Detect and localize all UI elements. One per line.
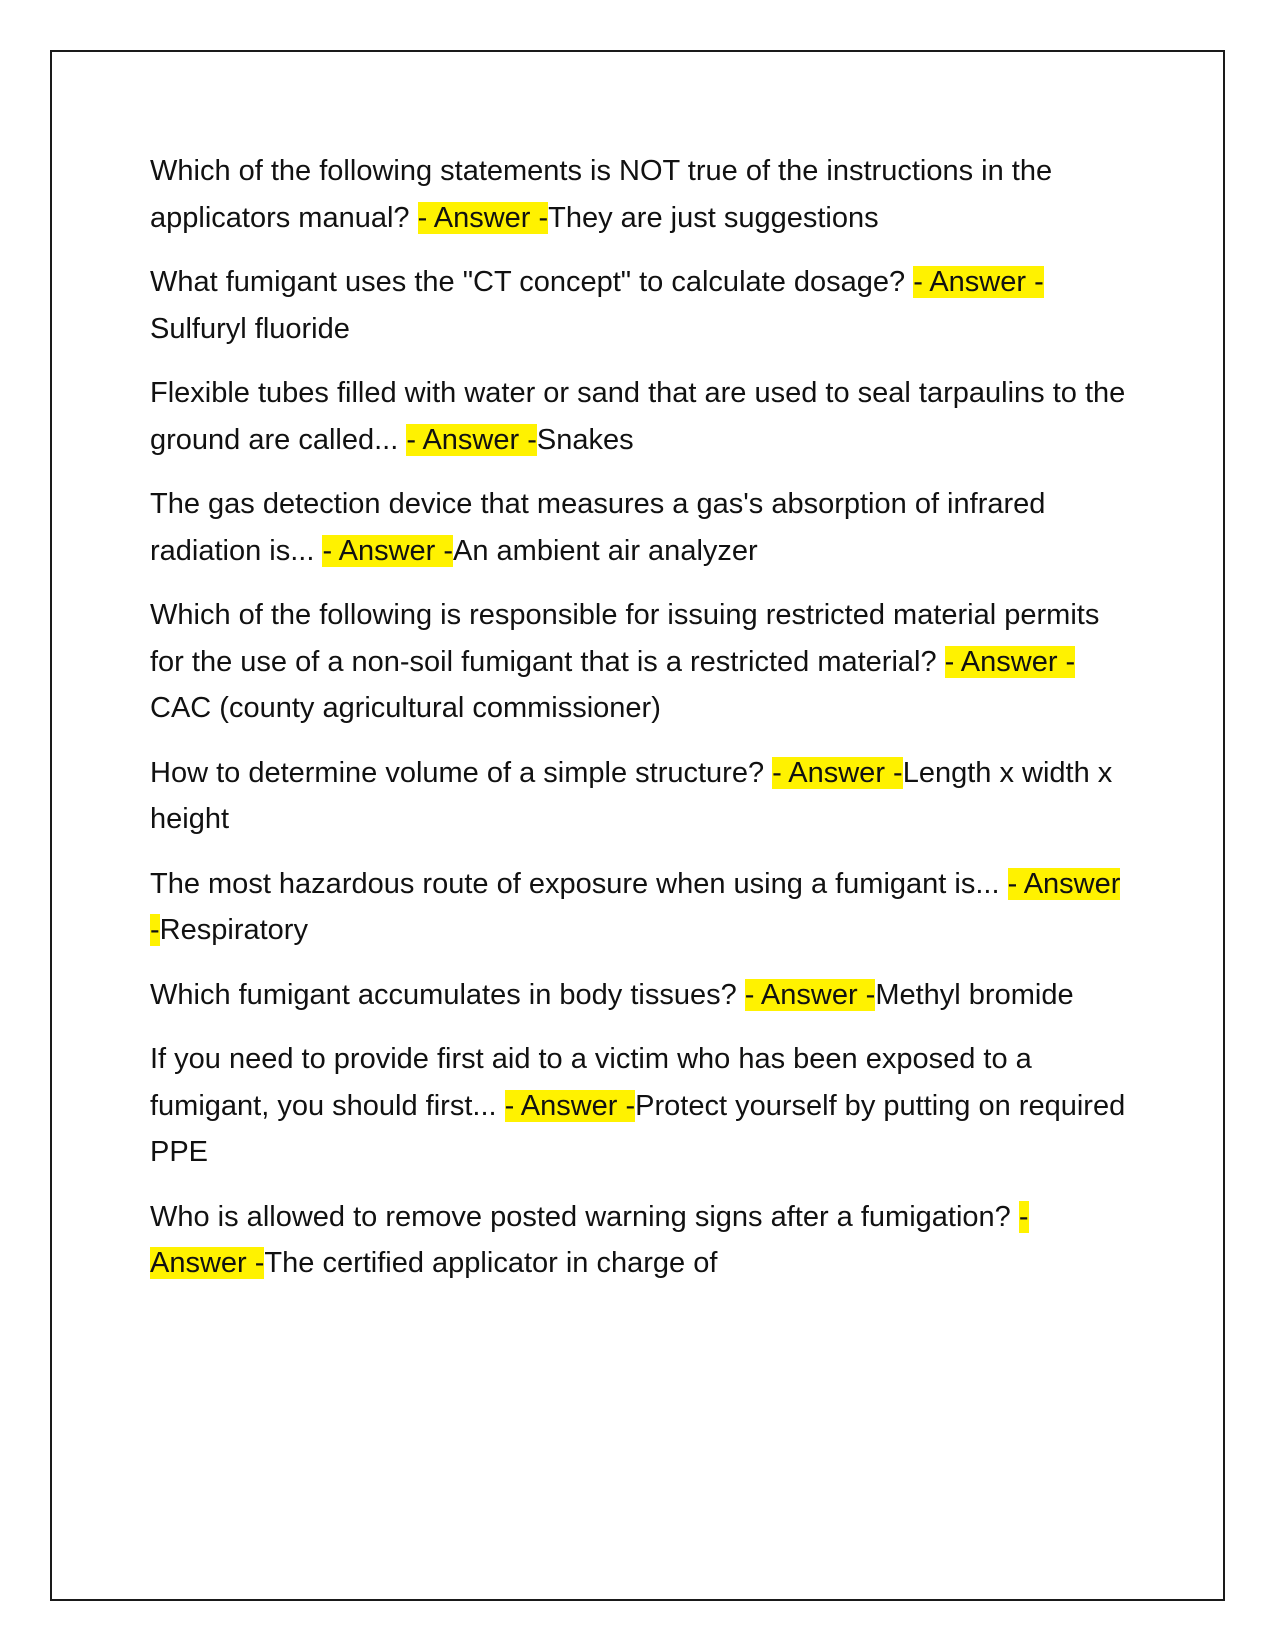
qa-item-4: [150, 481, 1130, 574]
question-text: Who is allowed to remove posted warning signs after a fumigation?: [150, 1200, 1019, 1233]
answer-marker: - Answer -: [772, 756, 903, 789]
answer-marker: - Answer -: [744, 978, 876, 1011]
answer-text: Respiratory: [159, 914, 308, 946]
qa-item-1: [150, 148, 1130, 241]
qa-item-3: [150, 370, 1130, 463]
answer-text: Protect yourself by putting on required PPE: [150, 1089, 1126, 1168]
qa-item-10: [150, 1194, 1130, 1287]
question-text: The gas detection device that measures a gas's absorption of infrared radiation is...: [150, 488, 1046, 567]
qa-item-7: [150, 861, 1130, 954]
question-text: What fumigant uses the "CT concept" to calculate dosage?: [150, 266, 914, 298]
answer-text: Methyl bromide: [875, 978, 1074, 1011]
answer-text: They are just suggestions: [548, 201, 879, 234]
question-text: Which fumigant accumulates in body tissues?: [150, 978, 745, 1011]
answer-marker: - Answer -: [944, 645, 1076, 678]
answer-marker: - Answer -: [504, 1089, 636, 1122]
qa-item-2: [150, 259, 1130, 352]
question-text: Flexible tubes filled with water or sand that are used to seal tarpaulins to the ground are called...: [150, 377, 1126, 456]
answer-marker: - Answer -: [406, 423, 537, 456]
answer-text: Length x width x height: [150, 756, 1113, 835]
question-text: How to determine volume of a simple structure?: [150, 756, 773, 789]
answer-marker: - Answer -: [150, 867, 1121, 946]
answer-marker: - Answer -: [417, 201, 549, 234]
answer-text: CAC (county agricultural commissioner): [150, 692, 661, 724]
answer-marker: - Answer -: [150, 1200, 1029, 1279]
answer-marker: - Answer -: [913, 266, 1044, 298]
qa-item-9: [150, 1036, 1130, 1176]
answer-text: Sulfuryl fluoride: [150, 312, 350, 345]
qa-list: [150, 148, 1130, 1305]
question-text: Which of the following is responsible for issuing restricted material permits for the use of a non-soil fumigant that is a restricted material?: [150, 599, 1100, 678]
question-text: If you need to provide first aid to a victim who has been exposed to a fumigant, you should first...: [150, 1043, 1032, 1122]
qa-item-6: [150, 750, 1130, 843]
question-text: The most hazardous route of exposure when using a fumigant is...: [150, 867, 1008, 900]
answer-text: An ambient air analyzer: [453, 534, 758, 567]
qa-item-8: [150, 972, 1130, 1019]
answer-marker: - Answer -: [322, 534, 454, 567]
qa-item-5: [150, 592, 1130, 732]
answer-text: Snakes: [536, 423, 634, 456]
answer-text: The certified applicator in charge of: [264, 1247, 718, 1279]
question-text: Which of the following statements is NOT true of the instructions in the applicators manual?: [150, 155, 1053, 234]
